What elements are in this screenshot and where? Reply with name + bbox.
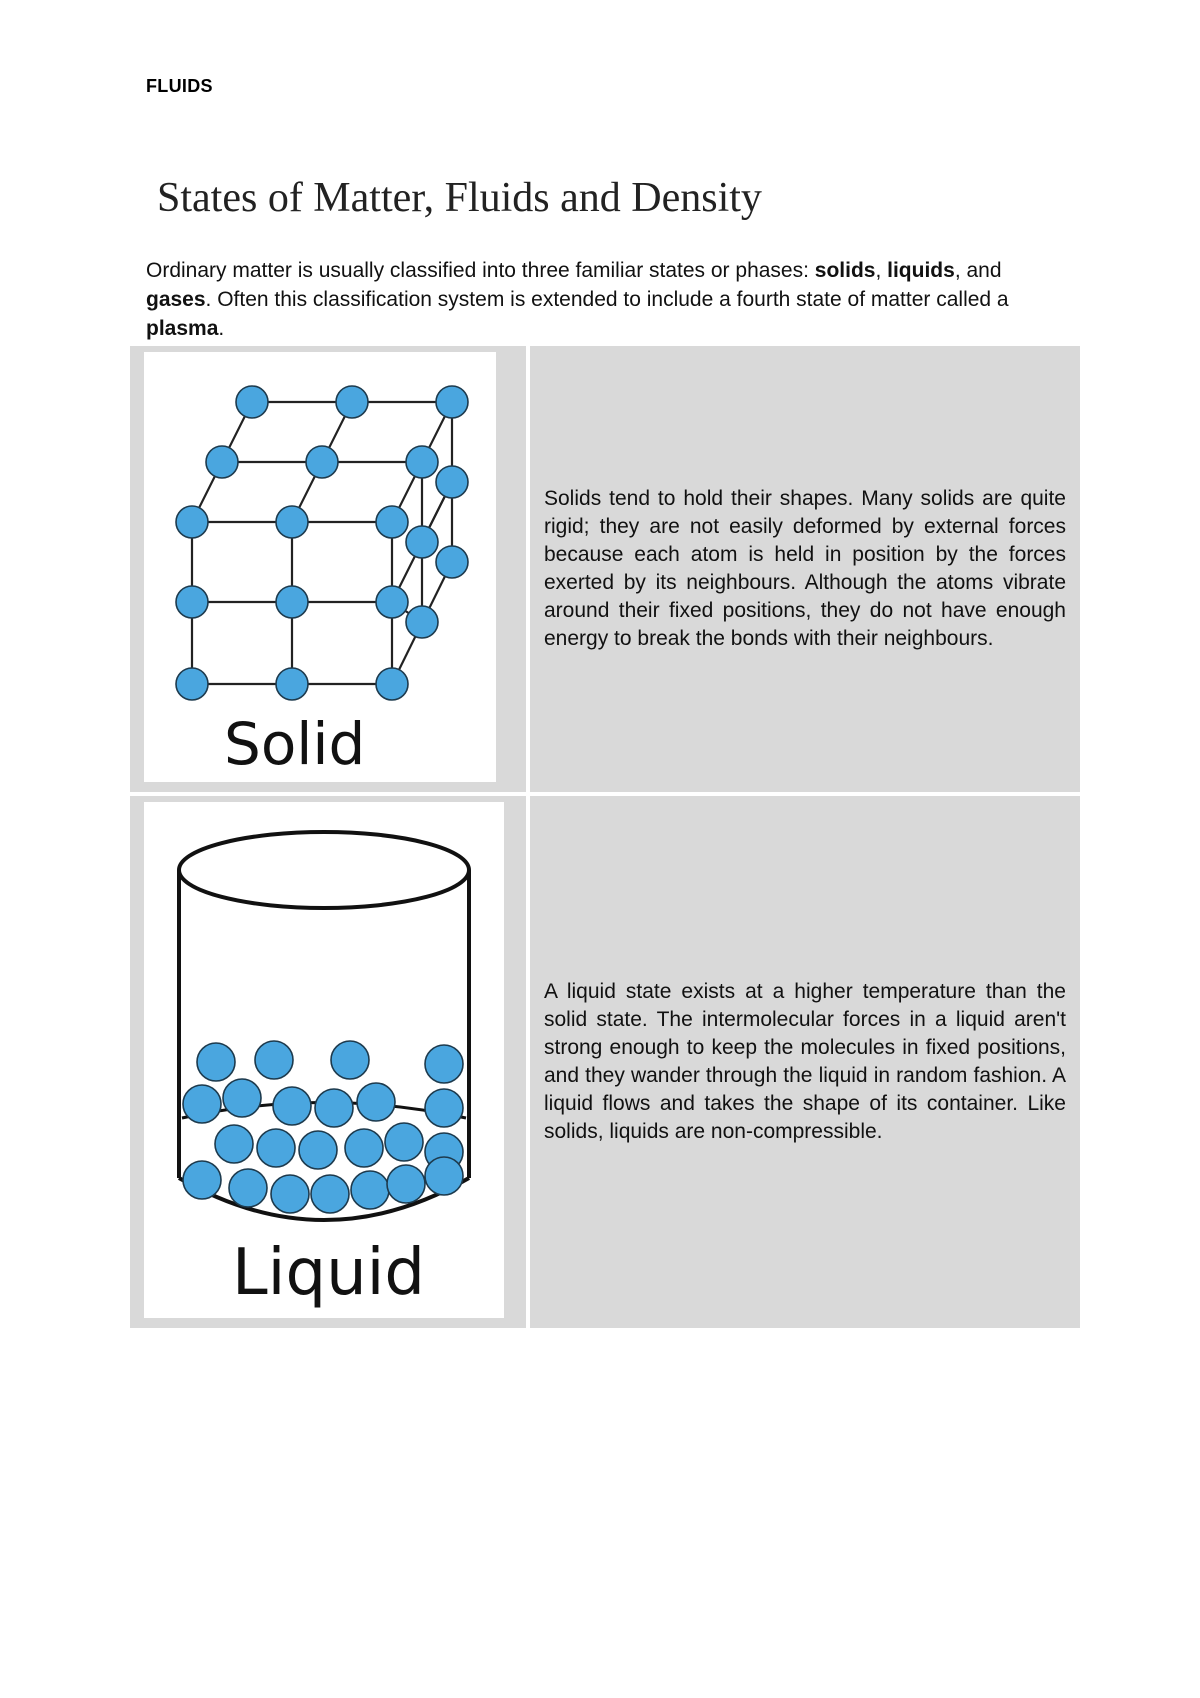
liquid-molecule	[257, 1129, 295, 1167]
solid-atom	[176, 586, 208, 618]
liquid-molecule	[273, 1087, 311, 1125]
liquid-image-cell	[130, 796, 526, 1328]
solid-atom	[436, 546, 468, 578]
solid-lattice-diagram	[144, 352, 496, 782]
solid-image-cell	[130, 346, 526, 792]
liquid-molecule	[425, 1157, 463, 1195]
solid-atom	[236, 386, 268, 418]
solid-atom	[376, 668, 408, 700]
liquid-molecule	[271, 1175, 309, 1213]
intro-term-plasma: plasma	[146, 317, 219, 340]
intro-text-1: Ordinary matter is usually classified into three familiar states or phases:	[146, 259, 815, 282]
intro-text-3: .	[218, 317, 225, 340]
solid-atom	[176, 506, 208, 538]
solid-atom	[276, 506, 308, 538]
liquid-label: Liquid	[232, 1236, 426, 1310]
liquid-molecule	[223, 1079, 261, 1117]
liquid-molecule	[385, 1123, 423, 1161]
solid-atom	[376, 586, 408, 618]
state-row-solid	[130, 346, 1080, 792]
intro-separator-2: , and	[954, 259, 1002, 282]
solid-atom	[276, 586, 308, 618]
solid-label: Solid	[224, 710, 366, 778]
solid-atom	[276, 668, 308, 700]
liquid-description-cell	[530, 796, 1080, 1328]
liquid-molecule	[387, 1165, 425, 1203]
liquid-molecule	[197, 1043, 235, 1081]
intro-paragraph	[146, 256, 1066, 343]
liquid-description: A liquid state exists at a higher temperature than the solid state. The intermolecular forces in a liquid aren't strong enough to keep the molecules in fixed positions, and they wander through the liquid in random fashion. A liquid flows and takes the shape of its container. Like solids, liquids are non-compressible.	[544, 980, 1066, 1143]
state-row-liquid	[130, 796, 1080, 1328]
liquid-molecule	[345, 1129, 383, 1167]
solid-atom	[406, 526, 438, 558]
solid-atom	[176, 668, 208, 700]
states-table	[130, 346, 1080, 1328]
liquid-molecule	[183, 1085, 221, 1123]
intro-term-liquids: liquids	[887, 259, 955, 282]
liquid-illustration	[144, 802, 504, 1318]
intro-separator-1: ,	[875, 259, 888, 282]
liquid-molecule	[351, 1171, 389, 1209]
header-label: FLUIDS	[146, 76, 213, 96]
liquid-container-diagram	[144, 802, 504, 1318]
liquid-molecule	[331, 1041, 369, 1079]
intro-term-solids: solids	[814, 259, 876, 282]
liquid-molecule	[183, 1161, 221, 1199]
liquid-molecule	[425, 1045, 463, 1083]
solid-illustration	[144, 352, 496, 782]
solid-atom	[206, 446, 238, 478]
liquid-molecule	[229, 1169, 267, 1207]
solid-atom-group	[176, 386, 468, 700]
liquid-molecule	[425, 1089, 463, 1127]
solid-atom	[436, 466, 468, 498]
solid-description-cell	[530, 346, 1080, 792]
solid-atom	[406, 446, 438, 478]
liquid-molecule	[357, 1083, 395, 1121]
liquid-molecule	[311, 1175, 349, 1213]
liquid-molecule	[315, 1089, 353, 1127]
solid-atom	[306, 446, 338, 478]
liquid-molecule	[215, 1125, 253, 1163]
liquid-molecule	[255, 1041, 293, 1079]
intro-text-2: . Often this classification system is extended to include a fourth state of matter called a	[205, 288, 1009, 311]
solid-atom	[436, 386, 468, 418]
intro-term-gases: gases	[146, 288, 206, 311]
solid-description: Solids tend to hold their shapes. Many solids are quite rigid; they are not easily deformed by external forces because each atom is held in position by the forces exerted by its neighbours. Although the atoms vibrate around their fixed positions, they do not have enough energy to break the bonds with their neighbours.	[544, 487, 1066, 650]
solid-atom	[376, 506, 408, 538]
solid-atom	[336, 386, 368, 418]
liquid-molecule-group	[183, 1041, 463, 1213]
liquid-molecule	[299, 1131, 337, 1169]
page-title: States of Matter, Fluids and Density	[157, 175, 762, 221]
solid-atom	[406, 606, 438, 638]
